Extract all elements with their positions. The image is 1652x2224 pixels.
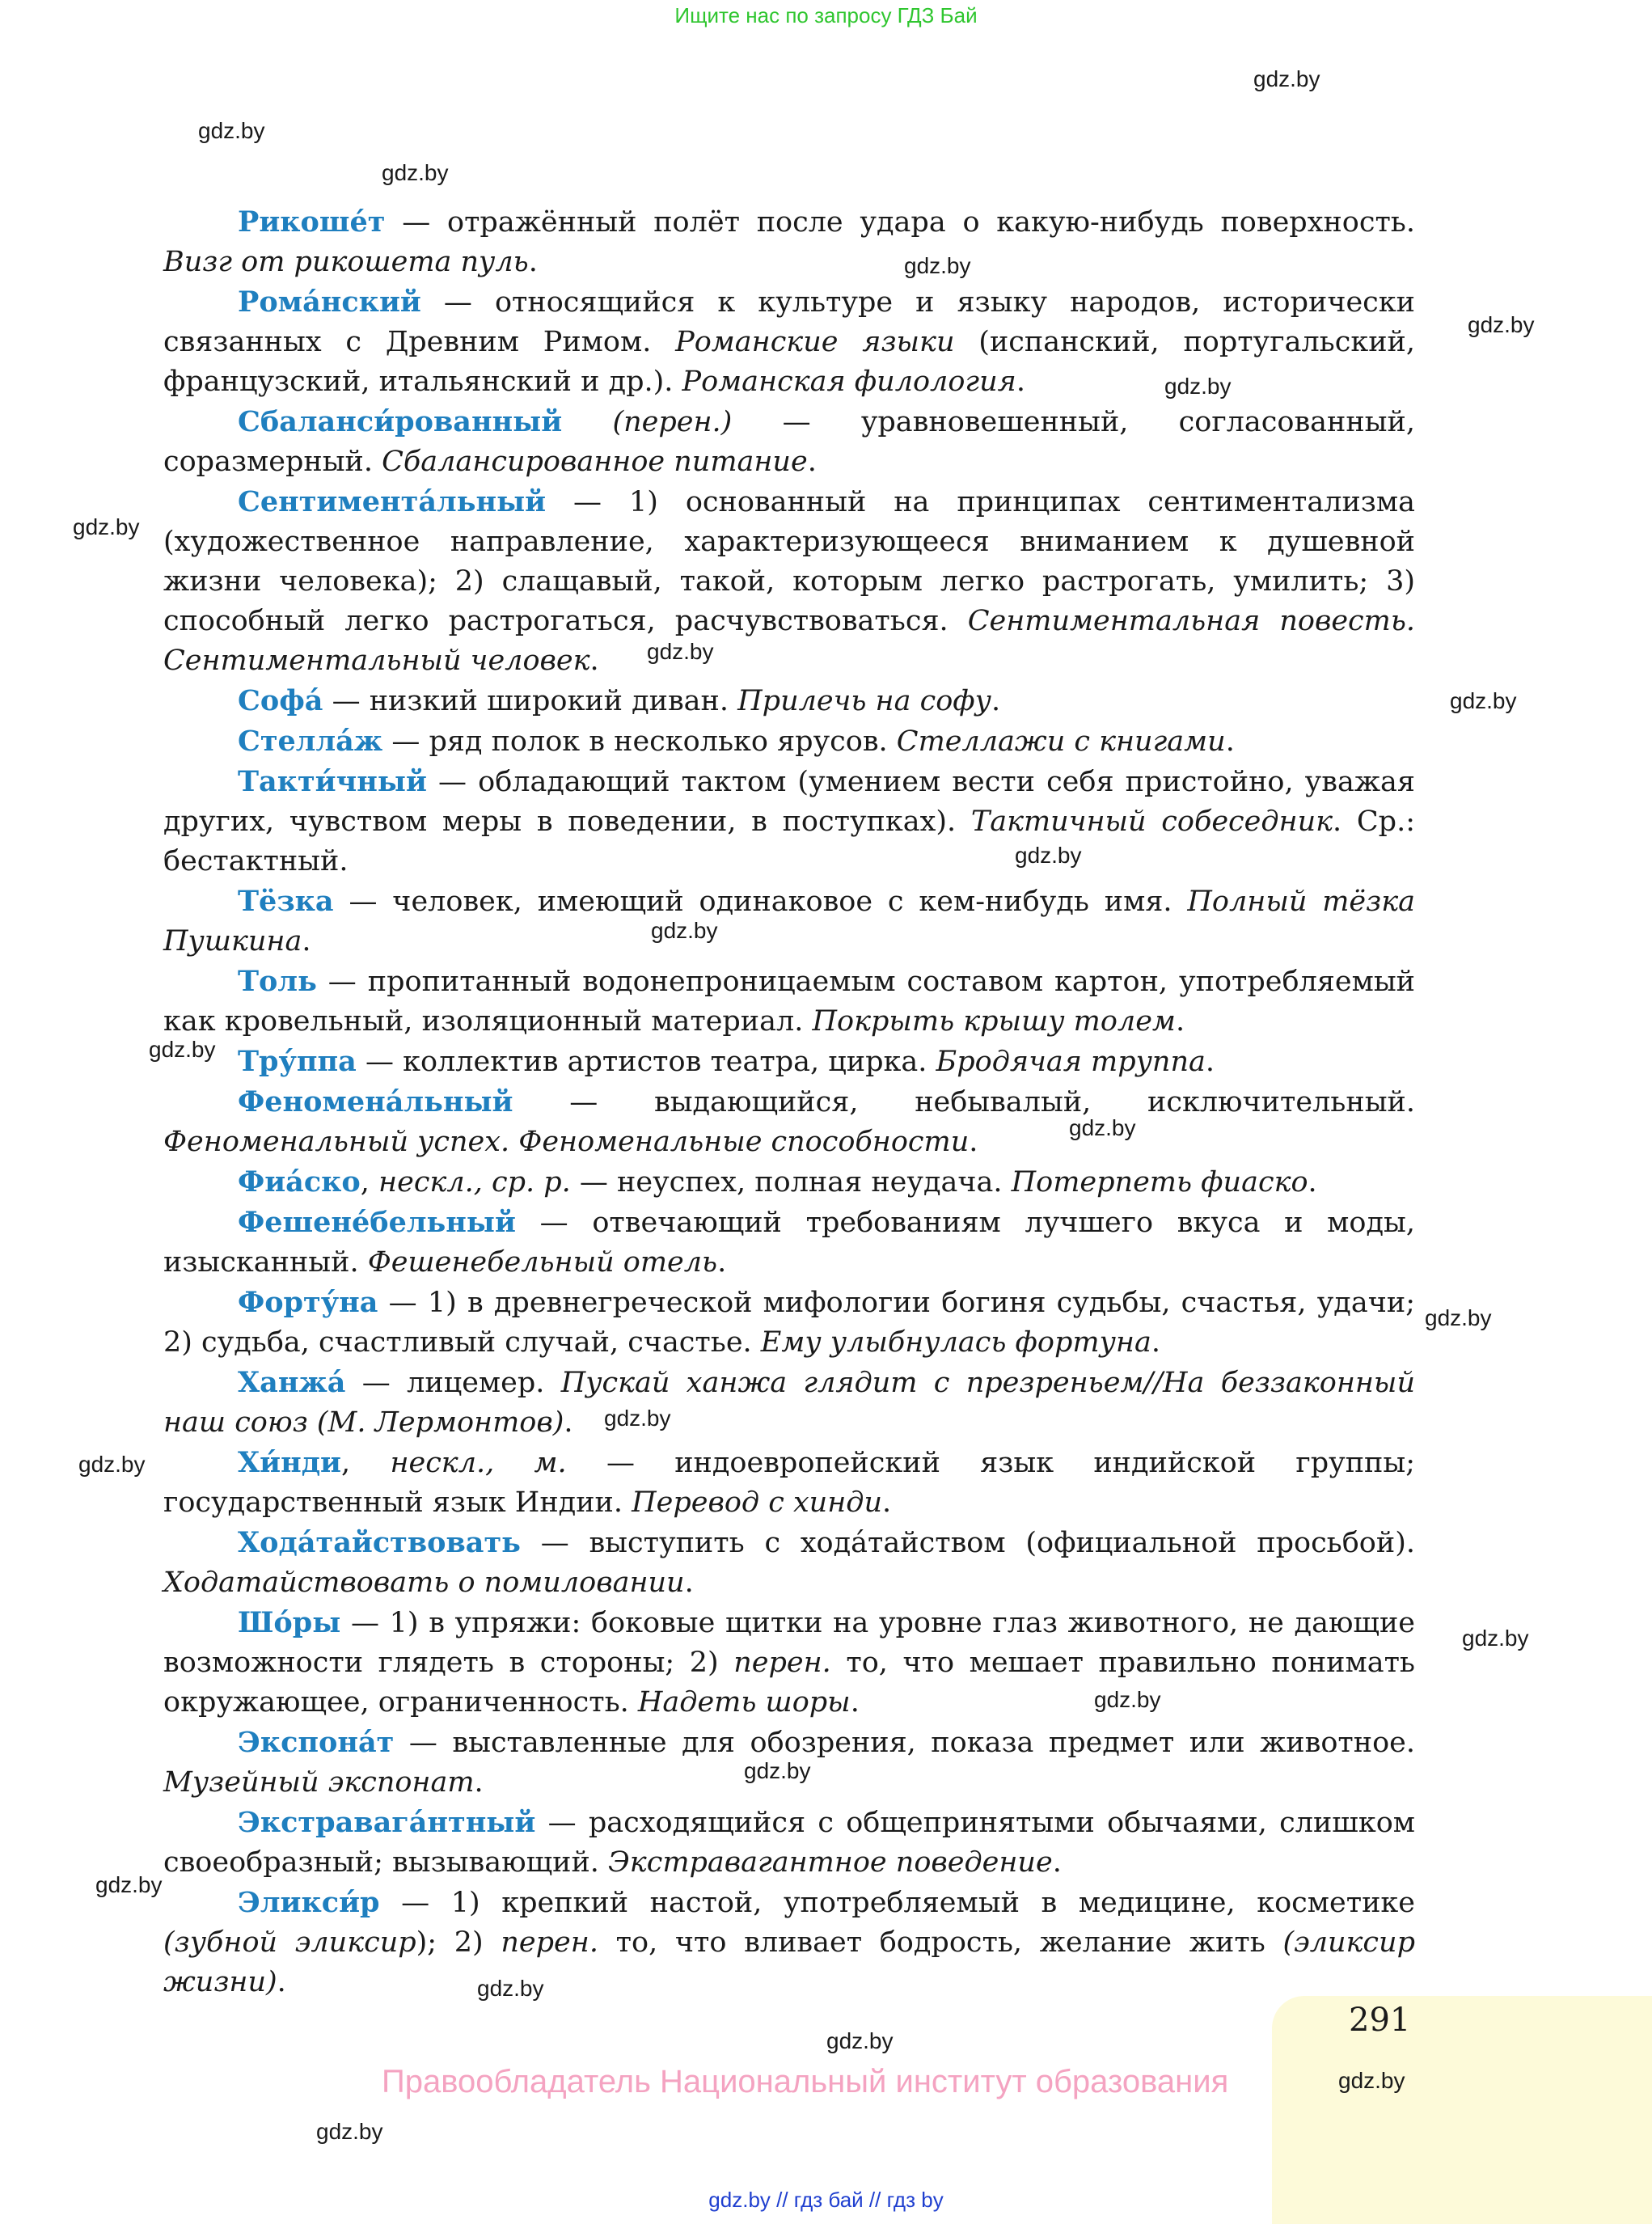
- entry-headword: Рома́нский: [238, 285, 421, 319]
- entry-example: нескл., ср. р.: [378, 1166, 571, 1199]
- entry-headword: Фиа́ско: [238, 1165, 361, 1199]
- watermark: gdz.by: [1468, 312, 1535, 337]
- entry-headword: Софа́: [238, 684, 323, 717]
- entry-example: Сбалансированное питание: [382, 446, 808, 478]
- watermark: gdz.by: [604, 1406, 671, 1431]
- entry-definition: .: [969, 1126, 978, 1158]
- entry-headword: Стелла́ж: [238, 725, 383, 758]
- watermark: gdz.by: [647, 639, 714, 664]
- watermark: gdz.by: [1425, 1305, 1492, 1330]
- entry-example: Романские языки: [675, 326, 955, 358]
- entry-example: Визг от рикошета пуль: [163, 246, 529, 278]
- watermark: gdz.by: [477, 1976, 544, 2001]
- page-number: 291: [1349, 2002, 1411, 2039]
- dictionary-entry: [163, 1162, 1415, 1203]
- entry-definition: ); 2): [416, 1926, 501, 1959]
- entry-definition: .: [1175, 1005, 1185, 1038]
- entry-definition: — выступить с хода́тайством (официальной просьбой).: [520, 1527, 1415, 1559]
- entry-example: Ему улыбнулась фортуна: [760, 1326, 1151, 1359]
- dictionary-entry: [163, 282, 1415, 402]
- entry-example: Полный тёзка Пушкина: [163, 886, 1415, 958]
- entry-definition: .: [882, 1486, 892, 1519]
- dictionary-entry: [163, 1363, 1415, 1443]
- entry-definition: — выдающийся, небывалый, исключительный.: [513, 1086, 1415, 1118]
- entry-definition: .: [474, 1766, 484, 1799]
- dictionary-entry: [163, 762, 1415, 882]
- entry-example: (эликсир жизни): [163, 1926, 1415, 1998]
- entry-example: Пускай ханжа глядит с презреньем//На беззаконный наш союз (М. Лермонтов): [163, 1367, 1415, 1439]
- entry-example: нескл., м.: [390, 1447, 567, 1479]
- dictionary-entry: [163, 1443, 1415, 1523]
- entry-definition: — обладающий тактом (умением вести себя пристойно, уважая других, чувством меры в поведении, в поступках).: [163, 766, 1415, 838]
- entry-definition: — 1) в древнегреческой мифологии богиня судьбы, счастья, удачи; 2) судьба, счастливый случай, счастье.: [163, 1287, 1415, 1359]
- entry-headword: Форту́на: [238, 1286, 378, 1319]
- dictionary-entry: [163, 1523, 1415, 1603]
- entry-definition: — 1) в упряжи: боковые щитки на уровне глаз животного, не дающие возможности глядеть в стороны; 2): [163, 1607, 1415, 1679]
- entry-headword: Тру́ппа: [238, 1045, 357, 1078]
- entry-definition: .: [1205, 1046, 1215, 1078]
- entry-definition: .: [277, 1966, 286, 1998]
- entry-headword: Толь: [238, 965, 317, 998]
- watermark: gdz.by: [73, 514, 140, 539]
- watermark: gdz.by: [1253, 66, 1320, 91]
- entry-definition: .: [589, 645, 599, 677]
- watermark: gdz.by: [382, 160, 449, 185]
- entry-definition: .: [850, 1686, 860, 1719]
- watermark: gdz.by: [1450, 688, 1517, 713]
- watermark: gdz.by: [1015, 843, 1082, 868]
- entry-definition: — уравновешенный, согласованный, соразмерный.: [163, 406, 1415, 478]
- watermark: gdz.by: [1069, 1115, 1136, 1140]
- entry-example: Романская филология: [682, 366, 1016, 398]
- entry-headword: Эликси́р: [238, 1886, 380, 1919]
- entry-example: (зубной эликсир: [163, 1926, 416, 1959]
- entry-headword: Феномена́льный: [238, 1085, 513, 1118]
- entry-headword: Экспона́т: [238, 1726, 395, 1759]
- entry-definition: — 1) крепкий настой, употребляемый в медицине, косметике: [379, 1887, 1415, 1919]
- watermark: gdz.by: [149, 1037, 216, 1062]
- entry-definition: .: [1151, 1326, 1160, 1359]
- entry-definition: — отражённый полёт после удара о какую-нибудь поверхность.: [385, 206, 1415, 239]
- entry-definition: — 1) основанный на принципах сентиментализма (художественное направление, характеризующееся вниманием к душевной жизни человека); 2) слащавый, такой, которым легко растрогать, умилить; 3) способный легко растрогаться, расчувствоваться.: [163, 486, 1415, 637]
- entry-definition: то, что мешает правильно понимать окружающее, ограниченность.: [163, 1647, 1415, 1719]
- dictionary-entry: [163, 1723, 1415, 1803]
- entry-definition: — пропитанный водонепроницаемым составом картон, употребляемый как кровельный, изоляционный материал.: [163, 966, 1415, 1038]
- watermark: gdz.by: [1338, 2068, 1405, 2093]
- entry-headword: Фешене́бельный: [238, 1206, 516, 1239]
- footer-links[interactable]: gdz.by // гдз бай // гдз by: [708, 2188, 944, 2212]
- entry-example: Тактичный собеседник: [970, 805, 1333, 838]
- entry-definition: .: [1052, 1846, 1062, 1879]
- entry-definition: — низкий широкий диван.: [323, 685, 738, 717]
- entry-definition: то, что вливает бодрость, желание жить: [598, 1926, 1283, 1959]
- entry-example: Фешенебельный отель: [367, 1246, 718, 1279]
- dictionary-entry: [163, 1203, 1415, 1283]
- dictionary-entry: [163, 1803, 1415, 1883]
- entry-example: Ходатайствовать о помиловании: [163, 1567, 685, 1599]
- entry-example: перен.: [501, 1926, 598, 1959]
- entry-definition: .: [684, 1567, 694, 1599]
- dictionary-entry: [163, 1283, 1415, 1363]
- entry-definition: .: [807, 446, 817, 478]
- dictionary-entry: [163, 402, 1415, 482]
- entry-headword: Такти́чный: [238, 765, 427, 798]
- dictionary-entry: [163, 882, 1415, 962]
- copyright-notice: Правообладатель Национальный институт образования: [382, 2064, 1229, 2099]
- entry-definition: — индоевропейский язык индийской группы; государственный язык Индии.: [163, 1447, 1415, 1519]
- dictionary-entry: [163, 1082, 1415, 1162]
- entry-definition: .: [528, 246, 538, 278]
- entry-definition: — выставленные для обозрения, показа предмет или животное.: [394, 1727, 1415, 1759]
- dictionary-entry: [163, 1603, 1415, 1723]
- entry-example: (перен.): [562, 406, 733, 438]
- entry-definition: — расходящийся с общепринятыми обычаями, слишком своеобразный; вызывающий.: [163, 1807, 1415, 1879]
- watermark: gdz.by: [78, 1452, 146, 1477]
- watermark: gdz.by: [904, 253, 971, 278]
- dictionary-entry: [163, 202, 1415, 282]
- watermark: gdz.by: [1094, 1687, 1161, 1712]
- entry-definition: (испанский, португальский, французский, итальянский и др.).: [163, 326, 1415, 398]
- dictionary-entry: [163, 1883, 1415, 2002]
- entry-example: Бродячая труппа: [936, 1046, 1206, 1078]
- dictionary-entry: [163, 482, 1415, 681]
- dictionary-entry: [163, 721, 1415, 762]
- entry-headword: Шо́ры: [238, 1606, 341, 1639]
- entry-definition: — отвечающий требованиям лучшего вкуса и моды, изысканный.: [163, 1207, 1415, 1279]
- entry-headword: Рикоше́т: [238, 205, 386, 239]
- entry-definition: — человек, имеющий одинаковое с кем-нибудь имя.: [333, 886, 1188, 918]
- watermark: gdz.by: [316, 2119, 383, 2144]
- watermark: gdz.by: [826, 2028, 894, 2053]
- entry-definition: .: [1308, 1166, 1317, 1199]
- entry-definition: .: [717, 1246, 727, 1279]
- entry-headword: Хи́нди: [238, 1446, 342, 1479]
- entry-example: Экстравагантное поведение: [608, 1846, 1053, 1879]
- dictionary-entry: [163, 1042, 1415, 1082]
- watermark: gdz.by: [1462, 1626, 1529, 1651]
- entry-example: Надеть шоры: [637, 1686, 851, 1719]
- dictionary-entry: [163, 962, 1415, 1042]
- watermark: gdz.by: [1164, 374, 1232, 399]
- entry-example: Музейный экспонат: [163, 1766, 475, 1799]
- entry-example: Феноменальный успех. Феноменальные способности: [163, 1126, 970, 1158]
- entry-definition: .: [302, 925, 311, 958]
- dictionary-entry: [163, 681, 1415, 721]
- entry-definition: — неуспех, полная неудача.: [570, 1166, 1012, 1199]
- entry-example: Прилечь на софу: [737, 685, 991, 717]
- entry-definition: — лицемер.: [345, 1367, 561, 1399]
- entry-definition: .: [1225, 725, 1235, 758]
- entry-headword: Сентимента́льный: [238, 485, 547, 518]
- entry-example: Покрыть крышу толем: [812, 1005, 1176, 1038]
- entry-definition: .: [564, 1406, 573, 1439]
- entry-headword: Экстравага́нтный: [238, 1806, 536, 1839]
- entry-headword: Хода́тайствовать: [238, 1526, 521, 1559]
- entry-example: Стеллажи с книгами: [896, 725, 1226, 758]
- entry-definition: — коллектив артистов театра, цирка.: [356, 1046, 936, 1078]
- entry-definition: .: [991, 685, 1001, 717]
- entry-definition: . Ср.: бестактный.: [163, 805, 1415, 877]
- entry-definition: ,: [360, 1166, 379, 1199]
- watermark: gdz.by: [744, 1758, 811, 1783]
- watermark: gdz.by: [651, 918, 718, 943]
- entry-definition: .: [1016, 366, 1025, 398]
- entry-example: Потерпеть фиаско: [1011, 1166, 1308, 1199]
- watermark: gdz.by: [198, 118, 265, 143]
- entry-example: Сентиментальная повесть. Сентиментальный человек: [163, 605, 1415, 677]
- dictionary-content: [163, 202, 1415, 2002]
- entry-headword: Тёзка: [238, 885, 334, 918]
- entry-headword: Сбаланси́рованный: [238, 405, 563, 438]
- entry-example: перен.: [733, 1647, 831, 1679]
- entry-example: Перевод с хинди: [632, 1486, 882, 1519]
- entry-definition: — относящийся к культуре и языку народов, исторически связанных с Древним Римом.: [163, 286, 1415, 358]
- entry-definition: ,: [341, 1447, 391, 1479]
- top-banner[interactable]: Ищите нас по запросу ГДЗ Бай: [674, 3, 978, 27]
- entry-headword: Ханжа́: [238, 1366, 346, 1399]
- entry-definition: — ряд полок в несколько ярусов.: [382, 725, 897, 758]
- watermark: gdz.by: [95, 1872, 163, 1897]
